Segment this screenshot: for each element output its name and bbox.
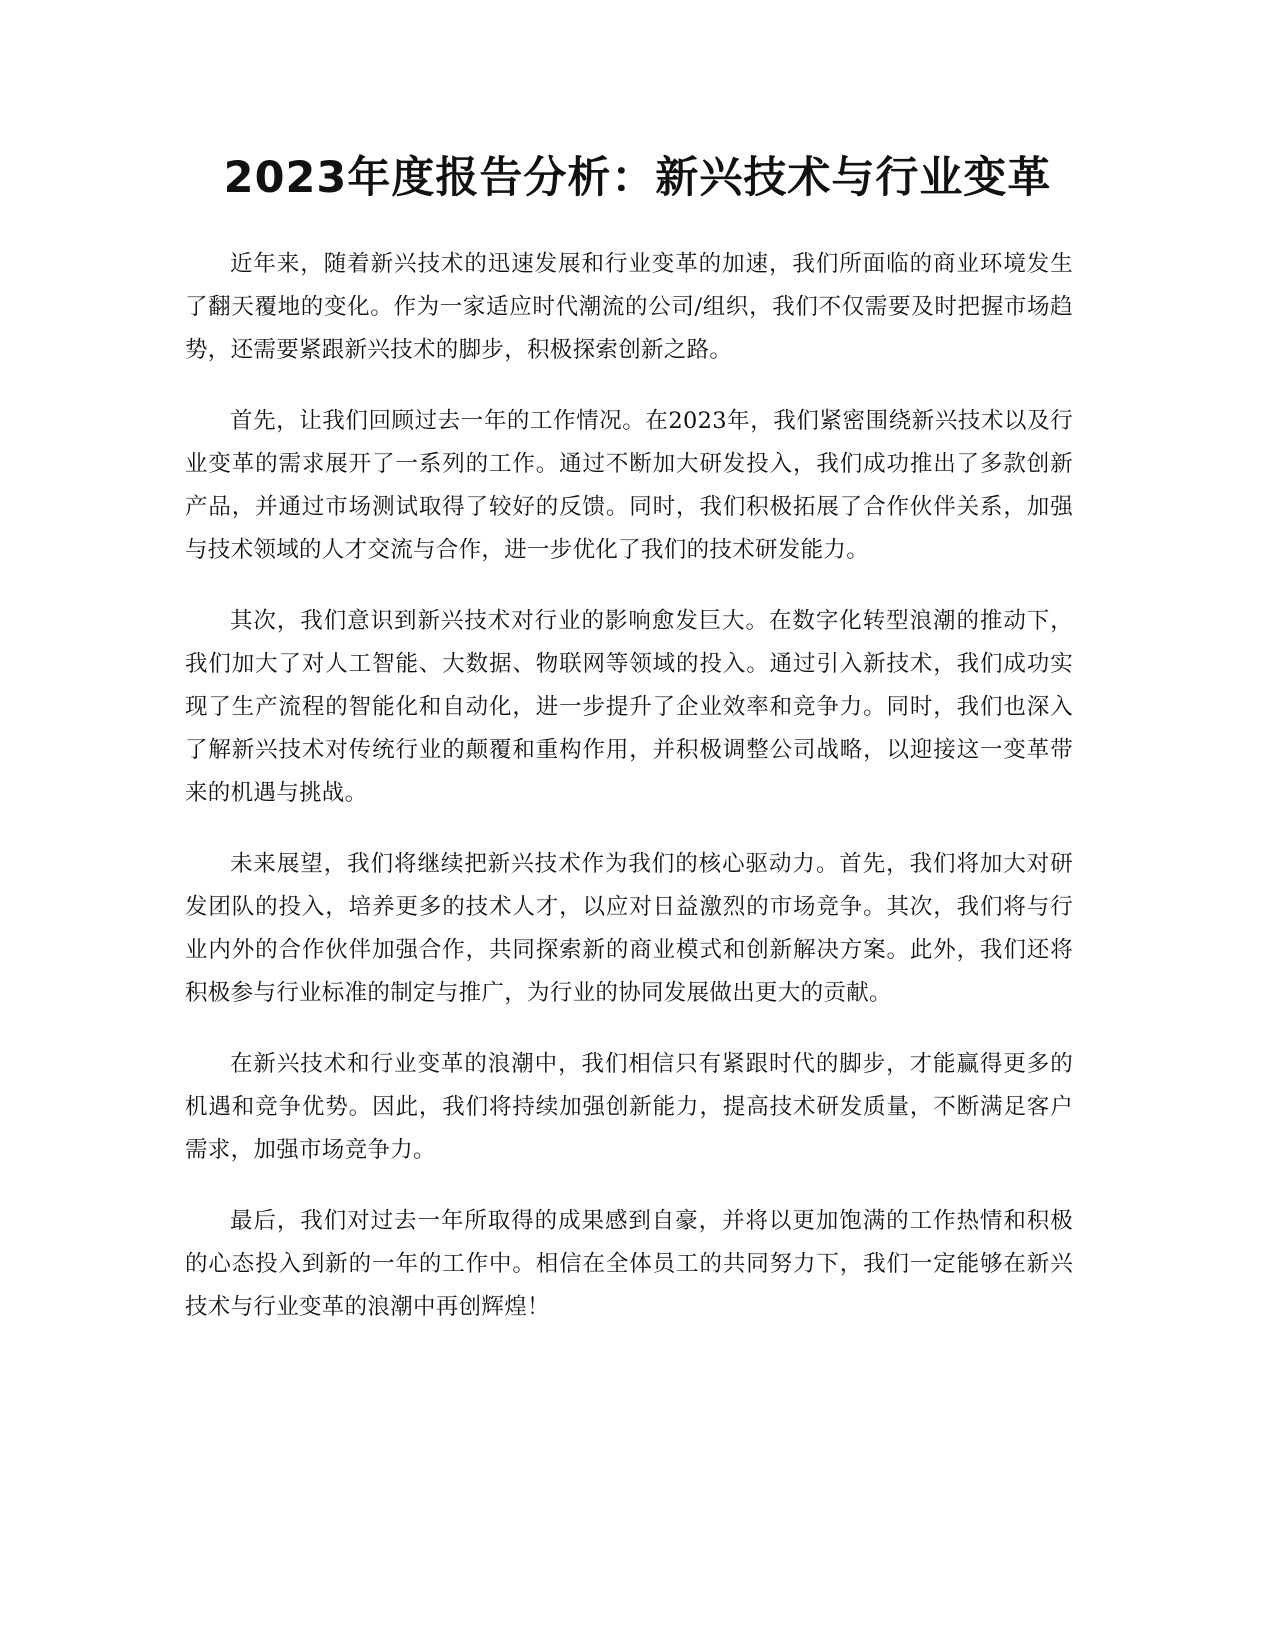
- paragraph-strategy: 在新兴技术和行业变革的浪潮中，我们相信只有紧跟时代的脚步，才能赢得更多的机遇和竞争优势。因此，我们将持续加强创新能力，提高技术研发质量，不断满足客户需求，加强市场竞争力。: [185, 1051, 1073, 1163]
- document-body: [185, 243, 1073, 1357]
- paragraph-technology-impact: 其次，我们意识到新兴技术对行业的影响愈发巨大。在数字化转型浪潮的推动下，我们加大了对人工智能、大数据、物联网等领域的投入。通过引入新技术，我们成功实现了生产流程的智能化和自动化，进一步提升了企业效率和竞争力。同时，我们也深入了解新兴技术对传统行业的颠覆和重构作用，并积极调整公司战略，以迎接这一变革带来的机遇与挑战。: [185, 608, 1073, 806]
- paragraph-intro: 近年来，随着新兴技术的迅速发展和行业变革的加速，我们所面临的商业环境发生了翻天覆地的变化。作为一家适应时代潮流的公司/组织，我们不仅需要及时把握市场趋势，还需要紧跟新兴技术的脚步，积极探索创新之路。: [185, 251, 1073, 363]
- document-title: 2023年度报告分析：新兴技术与行业变革: [223, 153, 1052, 203]
- paragraph-outlook: 未来展望，我们将继续把新兴技术作为我们的核心驱动力。首先，我们将加大对研发团队的投入，培养更多的技术人才，以应对日益激烈的市场竞争。其次，我们将与行业内外的合作伙伴加强合作，共同探索新的商业模式和创新解决方案。此外，我们还将积极参与行业标准的制定与推广，为行业的协同发展做出更大的贡献。: [185, 851, 1073, 1006]
- paragraph-conclusion: 最后，我们对过去一年所取得的成果感到自豪，并将以更加饱满的工作热情和积极的心态投入到新的一年的工作中。相信在全体员工的共同努力下，我们一定能够在新兴技术与行业变革的浪潮中再创辉煌！: [185, 1208, 1073, 1320]
- paragraph-review: 首先，让我们回顾过去一年的工作情况。在2023年，我们紧密围绕新兴技术以及行业变革的需求展开了一系列的工作。通过不断加大研发投入，我们成功推出了多款创新产品，并通过市场测试取得了较好的反馈。同时，我们积极拓展了合作伙伴关系，加强与技术领域的人才交流与合作，进一步优化了我们的技术研发能力。: [185, 408, 1073, 563]
